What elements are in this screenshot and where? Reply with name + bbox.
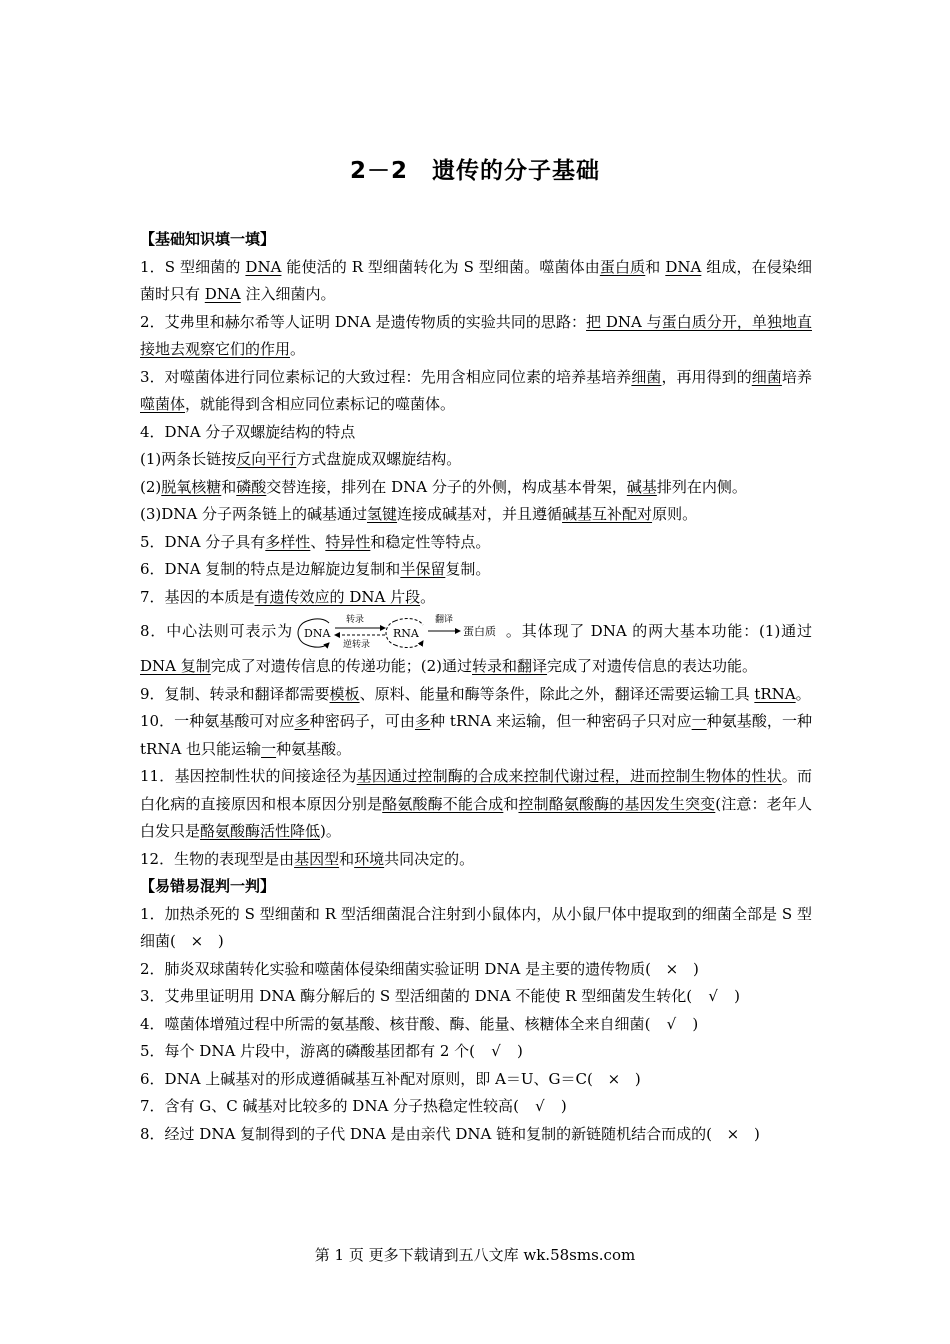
central-dogma-diagram [295, 611, 503, 653]
list-item [140, 446, 812, 474]
answer-blank: tRNA [754, 684, 796, 703]
answer-blank: DNA 复制 [140, 657, 211, 675]
judgment-item [140, 1038, 812, 1066]
paren-close: ) [217, 932, 224, 950]
text-run: 能使活的 R 型细菌转化为 S 型细菌。噬菌体由 [281, 257, 600, 276]
answer-blank: 特异性 [325, 532, 371, 551]
text-run: 和 [339, 849, 355, 868]
answer-blank: 一 [261, 739, 277, 758]
text-run: 6．DNA 复制的特点是边解旋边复制和 [140, 560, 401, 578]
answer-blank: 反向平行 [236, 450, 297, 468]
judgment-mark: √ [666, 1014, 677, 1033]
answer-blank: 蛋白质 [599, 257, 646, 276]
answer-blank: 脱氧核糖 [161, 477, 222, 496]
dogma-rna-label: RNA [393, 627, 419, 640]
text-run: 和 [645, 257, 666, 276]
paren-close: ) [734, 987, 740, 1005]
text-run: 种 tRNA 来运输，但一种密码子只对应 [430, 712, 692, 730]
text-run: 种氨基酸。 [276, 739, 352, 758]
paren-close: ) [560, 1097, 567, 1115]
section-heading-judgments: 【易错易混判一判】 [140, 877, 276, 895]
list-item [140, 501, 812, 529]
answer-blank: 酪氨酸酶活性降低 [200, 822, 321, 840]
paren-open: ( [469, 1042, 476, 1060]
text-run: 9．复制、转录和翻译都需要 [140, 684, 330, 703]
answer-blank: 多 [294, 712, 310, 730]
judgment-statement: 2．肺炎双球菌转化实验和噬菌体侵染细菌实验证明 DNA 是主要的遗传物质 [140, 959, 646, 978]
text-run: 完成了对遗传信息的表达功能。 [547, 657, 758, 675]
list-item [140, 529, 812, 557]
list-item [140, 681, 812, 709]
page-footer: 第 1 页 更多下载请到五八文库 wk.58sms.com [314, 1246, 636, 1264]
answer-blank: 模板 [329, 684, 360, 703]
answer-blank: 半保留 [400, 560, 446, 578]
text-run: 。而白化病的直接原因和根本原因分别是 [140, 767, 812, 813]
text-run: 和稳定性等特点。 [370, 532, 491, 551]
text-run: 注入细菌内。 [240, 285, 336, 303]
paren-open: ( [513, 1097, 519, 1115]
text-run: 组成，在侵染细菌时只有 [140, 257, 812, 303]
paren-close: ) [692, 959, 699, 978]
judgment-mark: × [607, 1069, 621, 1088]
judgment-item [140, 956, 812, 984]
text-run: 。 [420, 587, 436, 606]
text-run: 11．基因控制性状的间接途径为 [140, 767, 357, 785]
judgment-item [140, 901, 812, 956]
text-run: 、 [310, 532, 326, 551]
answer-blank: 细菌 [751, 367, 782, 386]
answer-blank: 细菌 [631, 367, 662, 386]
paren-open: ( [645, 959, 651, 978]
text-run: 种密码子，可由 [309, 712, 415, 730]
judgment-statement: 4．噬菌体增殖过程中所需的氨基酸、核苷酸、酶、能量、核糖体全来自细菌 [140, 1014, 645, 1033]
section-heading-basics: 【基础知识填一填】 [140, 230, 276, 248]
text-run: 完成了对遗传信息的传递功能；(2)通过 [210, 657, 473, 675]
text-run: (2) [140, 477, 162, 496]
judgment-item [140, 1066, 812, 1094]
judgment-statement: 3．艾弗里证明用 DNA 酶分解后的 S 型活细菌的 DNA 不能使 R 型细菌发生转化 [140, 987, 687, 1005]
text-run: 12．生物的表现型是由 [140, 849, 295, 868]
text-run: )。 [320, 822, 341, 840]
text-run: 培养 [781, 367, 812, 386]
judgment-mark: √ [491, 1042, 501, 1060]
text-run: 5．DNA 分子具有 [140, 532, 266, 551]
text-run: ，就能得到含相应同位素标记的噬菌体。 [185, 395, 456, 413]
text-run: (3)DNA 分子两条链上的碱基通过 [140, 505, 368, 523]
text-run: ，再用得到的 [661, 367, 752, 386]
text-run: 排列在内侧。 [656, 477, 747, 496]
answer-blank: 噬菌体 [140, 395, 186, 413]
paren-open: ( [706, 1124, 712, 1143]
text-run: 2．艾弗里和赫尔希等人证明 DNA 是遗传物质的实验共同的思路： [140, 312, 587, 331]
text-run: 4．DNA 分子双螺旋结构的特点 [140, 422, 356, 441]
text-run: 7．基因的本质是 [140, 587, 255, 606]
paren-open: ( [644, 1014, 651, 1033]
answer-blank: 多 [414, 712, 431, 730]
paren-close: ) [517, 1042, 523, 1060]
text-run: 方式盘旋成双螺旋结构。 [296, 450, 462, 468]
judgment-statement: 8．经过 DNA 复制得到的子代 DNA 是由亲代 DNA 链和复制的新链随机结合而成的 [140, 1124, 707, 1143]
judgment-mark: √ [708, 987, 718, 1005]
answer-blank: DNA [245, 257, 282, 276]
answer-blank: DNA [665, 257, 702, 276]
answer-blank: 环境 [354, 849, 385, 868]
judgment-statement: 6．DNA 上碱基对的形成遵循碱基互补配对原则，即 A＝U、G＝C [140, 1069, 587, 1088]
judgment-mark: × [190, 932, 204, 950]
judgment-statement: 7．含有 G、C 碱基对比较多的 DNA 分子热稳定性较高 [140, 1097, 514, 1115]
text-run: 和 [503, 794, 519, 813]
list-item [140, 474, 812, 502]
dogma-protein-label: 蛋白质 [463, 625, 496, 638]
answer-blank: 磷酸 [236, 477, 267, 496]
judgment-item [140, 1121, 812, 1149]
answer-blank: 基因通过控制酶的合成来控制代谢过程，进而控制生物体的性状 [356, 767, 782, 785]
answer-blank: 氢键 [367, 505, 398, 523]
text-run: 3．对噬菌体进行同位素标记的大致过程：先用含相应同位素的培养基培养 [140, 367, 632, 386]
list-item [140, 309, 812, 364]
list-item [140, 364, 812, 419]
dogma-reverse-transcription-label: 逆转录 [343, 640, 371, 650]
dogma-translation-label: 翻译 [435, 615, 454, 625]
list-item [140, 763, 812, 846]
list-item [140, 584, 812, 612]
judgment-item [140, 983, 812, 1011]
answer-blank: 转录和翻译 [472, 657, 548, 675]
list-item [140, 846, 812, 874]
judgment-mark: × [665, 959, 679, 978]
text-run: (注意：老年人白发只是 [140, 794, 812, 840]
list-item [140, 254, 812, 309]
text-run: 复制。 [445, 560, 491, 578]
paren-close: ) [753, 1124, 760, 1143]
judgment-statement: 5．每个 DNA 片段中，游离的磷酸基团都有 2 个 [140, 1042, 470, 1060]
text-run: 交替连接，排列在 DNA 分子的外侧，构成基本骨架， [266, 477, 627, 496]
list-item [140, 556, 812, 584]
paren-close: ) [634, 1069, 641, 1088]
text-run: 、原料、能量和酶等条件，除此之外，翻译还需要运输工具 [359, 684, 755, 703]
answer-blank: 碱基 [626, 477, 657, 496]
answer-blank: 酪氨酸酶不能合成 [382, 794, 504, 813]
basics-list-continued [140, 681, 812, 874]
text-run: 。 [795, 684, 811, 703]
paren-open: ( [587, 1069, 593, 1088]
text-run: 10．一种氨基酸可对应 [140, 712, 295, 730]
paren-open: ( [170, 932, 176, 950]
document-body [140, 226, 812, 1148]
judgment-list [140, 901, 812, 1149]
list-item [140, 419, 812, 447]
judgment-item [140, 1093, 812, 1121]
text-run: 共同决定的。 [384, 849, 475, 868]
basics-list [140, 254, 812, 612]
judgment-item [140, 1011, 812, 1039]
text-run: 连接成碱基对，并且遵循 [397, 505, 563, 523]
answer-blank: 一 [691, 712, 707, 730]
page-title: 2－2 遗传的分子基础 [349, 158, 600, 184]
judgment-mark: √ [535, 1097, 545, 1115]
list-item [140, 708, 812, 763]
answer-blank: 有遗传效应的 DNA 片段 [254, 587, 421, 606]
text-run: 。其体现了 DNA 的两大基本功能：(1)通过 [505, 622, 812, 640]
paren-open: ( [686, 987, 693, 1005]
dogma-dna-label: DNA [304, 627, 331, 640]
answer-blank: 控制酪氨酸酶的基因发生突变 [518, 794, 716, 813]
judgment-mark: × [726, 1124, 740, 1143]
text-run: (1)两条长链按 [140, 450, 237, 468]
answer-blank: 碱基互补配对 [562, 505, 653, 523]
text-run: 。 [290, 340, 306, 358]
answer-blank: 多样性 [265, 532, 311, 551]
text-run: 和 [221, 477, 237, 496]
central-dogma-item [140, 611, 812, 681]
answer-blank: 把 DNA 与蛋白质分开，单独地直接地去观察它们的作用 [140, 312, 812, 358]
central-dogma-lead: 8．中心法则可表示为 [140, 622, 293, 640]
text-run: 原则。 [652, 505, 698, 523]
paren-close: ) [692, 1014, 699, 1033]
text-run: 1．S 型细菌的 [140, 257, 246, 276]
judgment-statement: 1．加热杀死的 S 型细菌和 R 型活细菌混合注射到小鼠体内，从小鼠尸体中提取到的细菌全部是 S 型细菌 [140, 904, 812, 950]
text-run: 种氨基酸，一种 tRNA 也只能运输 [140, 712, 812, 758]
answer-blank: 基因型 [294, 849, 340, 868]
answer-blank: DNA [204, 285, 241, 303]
dogma-transcription-label: 转录 [346, 615, 365, 625]
